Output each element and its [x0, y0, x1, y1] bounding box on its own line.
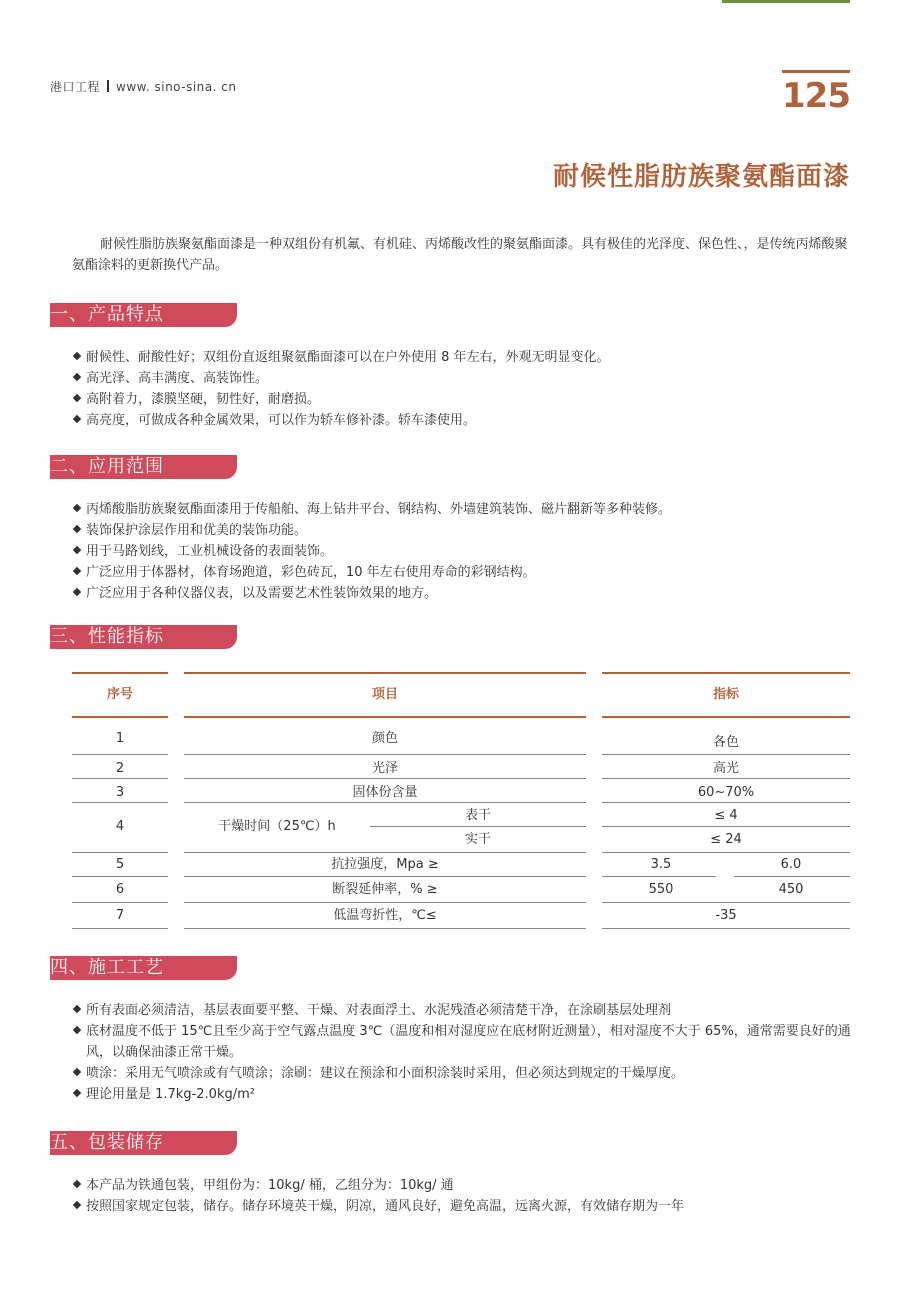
table-rule [184, 928, 586, 929]
table-cell: 3.5 [650, 857, 672, 872]
diamond-bullet-icon [73, 352, 81, 360]
page-title: 耐候性脂肪族聚氨酯面漆 [552, 162, 850, 192]
table-rule [184, 778, 586, 779]
table-rule [602, 852, 850, 853]
table-cell: 颜色 [371, 731, 398, 746]
table-rule [602, 902, 850, 903]
diamond-bullet-icon [73, 1180, 81, 1188]
list-item: 广泛应用于各种仪器仪表，以及需要艺术性装饰效果的地方。 [72, 583, 852, 604]
diamond-bullet-icon [73, 567, 81, 575]
table-cell: 实干 [464, 832, 491, 847]
diamond-bullet-icon [73, 525, 81, 533]
table-rule [72, 754, 168, 755]
table-rule [72, 852, 168, 853]
table-cell: 60~70% [697, 785, 755, 800]
table-cell: 450 [778, 882, 804, 897]
list-item: 所有表面必须清洁，基层表面要平整、干燥、对表面浮土、水泥残渣必须清楚干净，在涂刷基层处理剂 [72, 1000, 852, 1021]
table-rule [602, 802, 850, 803]
table-cell: 表干 [464, 808, 491, 823]
table-rule [184, 852, 586, 853]
diamond-bullet-icon [73, 1026, 81, 1034]
table-rule [72, 778, 168, 779]
list-item: 按照国家规定包装，储存。储存环境英干燥，阴凉，通风良好，避免高温，远离火源，有效储存期为一年 [72, 1196, 852, 1217]
table-rule [72, 876, 168, 877]
page-number-rule [782, 70, 850, 73]
table-cell: 6.0 [780, 857, 802, 872]
table-rule [602, 928, 850, 929]
diamond-bullet-icon [73, 1201, 81, 1209]
table-rule [602, 716, 850, 718]
applications-list [72, 499, 852, 604]
list-item: 底材温度不低于 15℃且至少高于空气露点温度 3℃（温度和相对湿度应在底材附近测量），相对湿度不大于 65%，通常需要良好的通风，以确保油漆正常干燥。 [72, 1021, 852, 1063]
table-cell: 固体份含量 [352, 785, 418, 800]
table-rule [72, 928, 168, 929]
list-item: 丙烯酸脂肪族聚氨酯面漆用于传船舶、海上钻井平台、钢结构、外墙建筑装饰、磁片翻新等多种装修。 [72, 499, 852, 520]
table-rule [184, 716, 586, 718]
table-rule [370, 826, 586, 827]
construction-list [72, 1000, 852, 1105]
section-title: 五、包装储存 [50, 1132, 164, 1153]
table-rule [602, 826, 850, 827]
section-heading-construction [50, 956, 237, 980]
section-heading-specs [50, 625, 237, 649]
diamond-bullet-icon [73, 1068, 81, 1076]
table-header-item: 项目 [371, 687, 398, 702]
table-rule [184, 876, 586, 877]
table-rule [184, 754, 586, 755]
table-rule [734, 876, 850, 877]
list-item: 高亮度，可做成各种金属效果，可以作为轿车修补漆。轿车漆使用。 [72, 410, 852, 431]
table-cell: ≤ 4 [714, 808, 738, 823]
diamond-bullet-icon [73, 546, 81, 554]
table-rule [184, 672, 586, 674]
list-item: 理论用量是 1.7kg-2.0kg/m² [72, 1084, 852, 1105]
table-rule [72, 716, 168, 718]
table-cell: 各色 [712, 735, 739, 750]
list-item: 用于马路划线，工业机械设备的表面装饰。 [72, 541, 852, 562]
header-section: 港口工程 [50, 80, 101, 94]
diamond-bullet-icon [73, 1005, 81, 1013]
list-item: 高光泽、高丰满度、高装饰性。 [72, 368, 852, 389]
list-item: 耐候性、耐酸性好；双组份直返组聚氨酯面漆可以在户外使用 8 年左右，外观无明显变化。 [72, 347, 852, 368]
features-list [72, 347, 852, 431]
table-cell: 高光 [712, 761, 739, 776]
table-rule [602, 754, 850, 755]
table-rule [602, 876, 716, 877]
table-cell: 5 [115, 857, 125, 872]
table-rule [602, 778, 850, 779]
table-cell: 3 [115, 785, 125, 800]
table-cell: 4 [115, 819, 125, 834]
list-item: 装饰保护涂层作用和优美的装饰功能。 [72, 520, 852, 541]
diamond-bullet-icon [73, 504, 81, 512]
table-cell: 6 [115, 882, 125, 897]
section-title: 一、产品特点 [50, 304, 164, 325]
table-rule [184, 802, 586, 803]
intro-paragraph: 耐候性脂肪族聚氨酯面漆是一种双组份有机氟、有机硅、丙烯酸改性的聚氨酯面漆。具有极佳的光泽度、保色性、，是传统丙烯酸聚氨酯涂料的更新换代产品。 [72, 237, 848, 273]
header-divider [107, 80, 109, 92]
table-cell: 2 [115, 761, 125, 776]
table-cell: 低温弯折性，℃≤ [333, 908, 437, 923]
specs-table [72, 672, 850, 932]
diamond-bullet-icon [73, 588, 81, 596]
section-heading-packaging [50, 1131, 237, 1155]
table-cell: 1 [115, 731, 125, 746]
diamond-bullet-icon [73, 415, 81, 423]
table-cell: 干燥时间（25℃）h [218, 819, 336, 834]
diamond-bullet-icon [73, 394, 81, 402]
list-item: 广泛应用于体器材，体育场跑道，彩色砖瓦，10 年左右使用寿命的彩钢结构。 [72, 562, 852, 583]
table-header-value: 指标 [712, 687, 739, 702]
list-item: 高附着力，漆膜坚硬，韧性好，耐磨损。 [72, 389, 852, 410]
table-rule [72, 902, 168, 903]
table-rule [602, 672, 850, 674]
table-rule [72, 672, 168, 674]
section-title: 四、施工工艺 [50, 957, 164, 978]
list-item: 喷涂：采用无气喷涂或有气喷涂；涂刷：建议在预涂和小面积涂装时采用，但必须达到规定的干燥厚度。 [72, 1063, 852, 1084]
section-heading-features [50, 303, 237, 327]
list-item: 本产品为铁通包装，甲组份为：10kg/ 桶，乙组分为：10kg/ 通 [72, 1175, 852, 1196]
top-accent-bar [722, 0, 850, 3]
table-cell: 抗拉强度，Mpa ≥ [331, 857, 439, 872]
table-header-no: 序号 [106, 687, 133, 702]
table-rule [72, 802, 168, 803]
diamond-bullet-icon [73, 373, 81, 381]
page-number: 125 [782, 76, 850, 116]
packaging-list [72, 1175, 852, 1217]
section-heading-applications [50, 455, 237, 479]
section-title: 三、性能指标 [50, 626, 164, 647]
table-cell: 断裂延伸率，% ≥ [332, 882, 438, 897]
table-cell: ≤ 24 [710, 832, 742, 847]
header-breadcrumb [50, 78, 236, 95]
table-cell: -35 [715, 908, 737, 923]
diamond-bullet-icon [73, 1089, 81, 1097]
header-url: www. sino-sina. cn [116, 80, 237, 94]
table-cell: 光泽 [371, 761, 398, 776]
table-cell: 550 [648, 882, 674, 897]
table-cell: 7 [115, 908, 125, 923]
section-title: 二、应用范围 [50, 456, 164, 477]
table-rule [184, 902, 586, 903]
